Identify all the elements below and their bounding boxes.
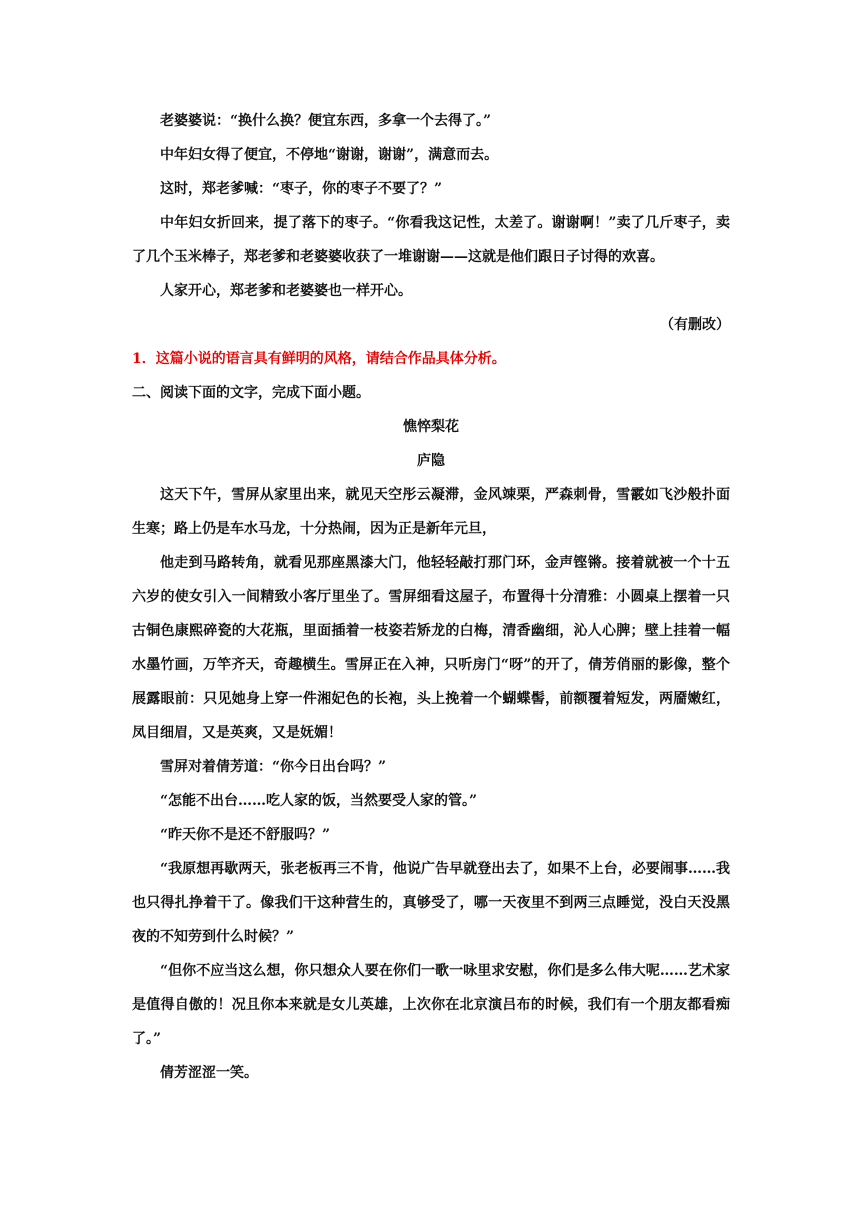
paragraph: “但你不应当这么想，你只想众人要在你们一歌一咏里求安慰，你们是多么伟大呢……艺术家是值得自傲的！况且你本来就是女儿英雄，上次你在北京演吕布的时候，我们有一个朋友都看痴了。” bbox=[132, 963, 730, 1047]
paragraph: 这时，郑老爹喊：“枣子，你的枣子不要了？” bbox=[160, 181, 443, 197]
paragraph: “怎能不出台……吃人家的饭，当然要受人家的管。” bbox=[160, 793, 478, 809]
paragraph: “昨天你不是还不舒服吗？” bbox=[160, 827, 331, 843]
paragraph: 老婆婆说：“换什么换？便宜东西，多拿一个去得了。” bbox=[160, 113, 492, 129]
paragraph: “我原想再歇两天，张老板再三不肯，他说广告早就登出去了，如果不上台，必要闹事……我也只得扎挣着干了。像我们干这种营生的，真够受了，哪一天夜里不到两三点睡觉，没白天没黑夜的不知劳到什么时候？” bbox=[132, 861, 730, 945]
story-title: 憔悴梨花 bbox=[403, 419, 459, 435]
paragraph: 中年妇女折回来，提了落下的枣子。“你看我这记性，太差了。谢谢啊！”卖了几斤枣子，卖了几个玉米棒子，郑老爹和老婆婆收获了一堆谢谢——这就是他们跟日子讨得的欢喜。 bbox=[132, 215, 730, 265]
paragraph: 他走到马路转角，就看见那座黑漆大门，他轻轻敲打那门环，金声铿锵。接着就被一个十五六岁的使女引入一间精致小客厅里坐了。雪屏细看这屋子，布置得十分清雅：小圆桌上摆着一只古铜色康熙碎瓷的大花瓶，里面插着一枝姿若矫龙的白梅，清香幽细，沁人心脾；壁上挂着一幅水墨竹画，万竿齐天，奇趣横生。雪屏正在入神，只听房门“呀”的开了，倩芳俏丽的影像，整个展露眼前：只见她身上穿一件湘妃色的长袍，头上挽着一个蝴蝶髻，前额覆着短发，两靥嫩红，凤目细眉，又是英爽，又是妩媚！ bbox=[132, 555, 730, 741]
paragraph: 人家开心，郑老爹和老婆婆也一样开心。 bbox=[160, 283, 412, 299]
story-author: 庐隐 bbox=[417, 453, 445, 469]
paragraph: 中年妇女得了便宜，不停地“谢谢，谢谢”，满意而去。 bbox=[160, 147, 499, 163]
source-note: （有删改） bbox=[660, 317, 730, 333]
paragraph: 倩芳涩涩一笑。 bbox=[160, 1065, 258, 1081]
paragraph: 雪屏对着倩芳道：“你今日出台吗？” bbox=[160, 759, 387, 775]
section-heading: 二、阅读下面的文字，完成下面小题。 bbox=[132, 385, 370, 401]
document-page bbox=[132, 104, 730, 1090]
paragraph: 这天下午，雪屏从家里出来，就见天空彤云凝滞，金风竦栗，严森刺骨，雪霰如飞沙般扑面生寒；路上仍是车水马龙，十分热闹，因为正是新年元旦， bbox=[132, 487, 730, 537]
question-1: 1．这篇小说的语言具有鲜明的风格，请结合作品具体分析。 bbox=[132, 351, 506, 367]
